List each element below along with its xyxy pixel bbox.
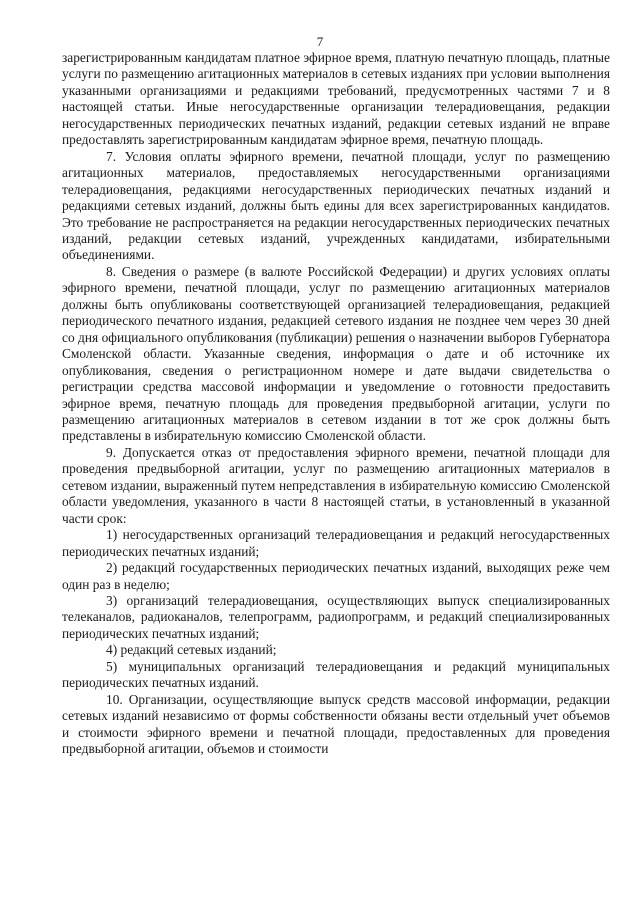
paragraph-7: 7. Условия оплаты эфирного времени, печатной площади, услуг по размещению агитационных материалов, предоставляемых негосударственными организациями телерадиовещания, редакциями негосударственных периодических печатных изданий и редакциями сетевых изданий, должны быть едины для всех зарегистрированных кандидатов. Это требование не распространяется на редакции негосударственных периодических печатных изданий, редакции сетевых изданий, учрежденных кандидатами, избирательными объединениями. bbox=[62, 148, 610, 263]
paragraph-9-item-2: 2) редакций государственных периодических печатных изданий, выходящих реже чем один раз в неделю; bbox=[62, 560, 610, 592]
paragraph-9-item-3: 3) организаций телерадиовещания, осуществляющих выпуск специализированных телеканалов, радиоканалов, телепрограмм, радиопрограмм, и редакций специализированных периодических печатных изданий; bbox=[62, 592, 610, 641]
paragraph-continuation: зарегистрированным кандидатам платное эфирное время, платную печатную площадь, платные услуги по размещению агитационных материалов в сетевых изданиях при условии выполнения указанными организациями и редакциями требований, предусмотренных частями 7 и 8 настоящей статьи. Иные негосударственные организации телерадиовещания, редакции негосударственных периодических печатных изданий, редакции сетевых изданий не вправе предоставлять зарегистрированным кандидатам эфирное время, печатную площадь. bbox=[62, 50, 610, 148]
page-number: 7 bbox=[316, 34, 324, 49]
paragraph-9: 9. Допускается отказ от предоставления эфирного времени, печатной площади для проведения предвыборной агитации, услуг по размещению агитационных материалов в сетевом издании, выраженный путем непредставления в избирательную комиссию Смоленской области уведомления, указанного в части 8 настоящей статьи, в установленный в указанной части срок: bbox=[62, 444, 610, 526]
document-body bbox=[62, 50, 610, 757]
paragraph-9-item-5: 5) муниципальных организаций телерадиовещания и редакций муниципальных периодических печатных изданий. bbox=[62, 658, 610, 691]
paragraph-8: 8. Сведения о размере (в валюте Российской Федерации) и других условиях оплаты эфирного времени, печатной площади, услуг по размещению агитационных материалов должны быть опубликованы соответствующей организацией телерадиовещания, редакцией периодического печатного издания, редакцией сетевого издания не позднее чем через 30 дней со дня официального опубликования (публикации) решения о назначении выборов Губернатора Смоленской области. Указанные сведения, информация о дате и об источнике их опубликования, сведения о регистрационном номере и дате выдачи свидетельства о регистрации средства массовой информации и уведомление о готовности предоставить эфирное время, печатную площадь для проведения предвыборной агитации, услуги по размещению агитационных материалов в сетевом издании в тот же срок должны быть представлены в избирательную комиссию Смоленской области. bbox=[62, 263, 610, 444]
paragraph-9-item-1: 1) негосударственных организаций телерадиовещания и редакций негосударственных периодических печатных изданий; bbox=[62, 527, 610, 559]
paragraph-10: 10. Организации, осуществляющие выпуск средств массовой информации, редакции сетевых изданий независимо от формы собственности обязаны вести отдельный учет объемов и стоимости эфирного времени и печатной площади, предоставленных для проведения предвыборной агитации, объемов и стоимости bbox=[62, 691, 610, 757]
paragraph-9-item-4: 4) редакций сетевых изданий; bbox=[106, 642, 277, 658]
